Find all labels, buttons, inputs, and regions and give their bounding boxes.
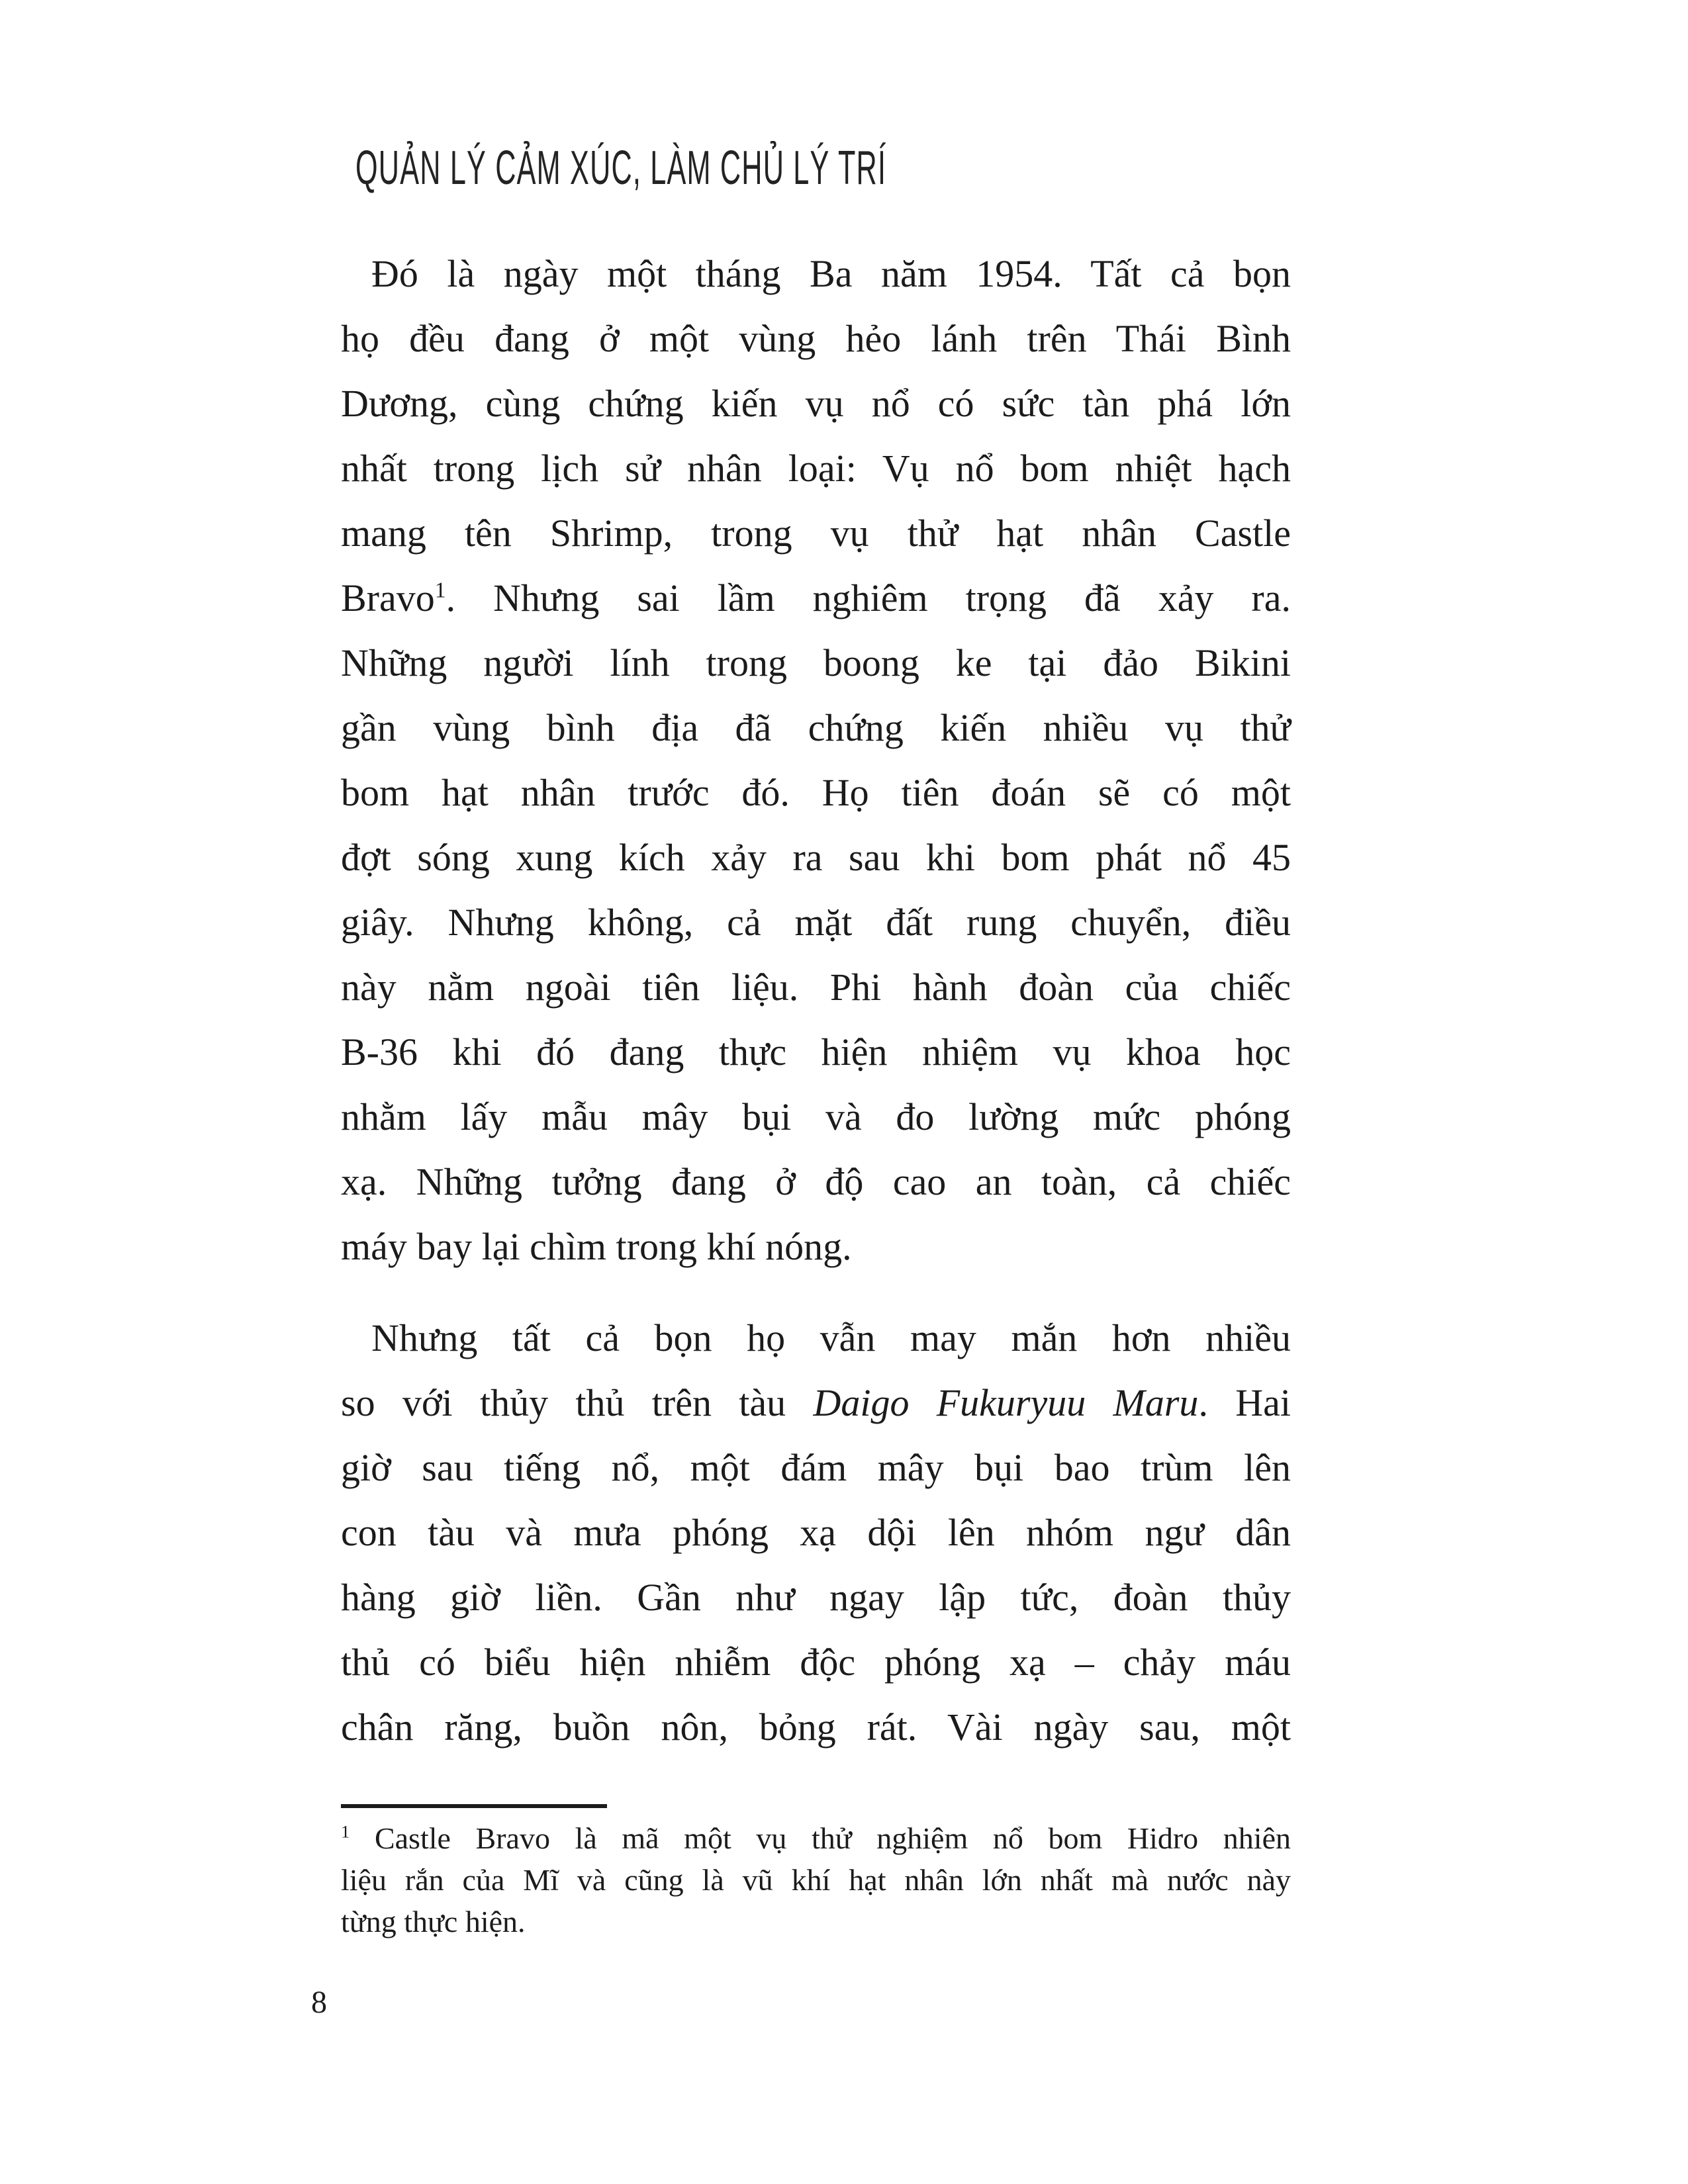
text-run: bom hạt nhân trước đó. Họ tiên đoán sẽ có một [341,771,1291,814]
text-line [341,696,1291,760]
text-line [341,566,1291,631]
paragraph-1 [341,242,1291,1279]
text-run: Nhưng tất cả bọn họ vẫn may mắn hơn nhiều [371,1316,1291,1359]
text-run: Bravo [341,576,435,619]
text-line [341,760,1291,825]
text-run: đợt sóng xung kích xảy ra sau khi bom phát nổ 45 [341,836,1291,879]
text-run: chân răng, buồn nôn, bỏng rát. Vài ngày sau, một [341,1706,1291,1749]
text-line [341,1435,1291,1500]
text-line [341,1371,1291,1435]
text-line [341,1150,1291,1214]
footnote-divider [341,1804,607,1808]
footnote-marker: 1 [434,578,446,603]
footnote [341,1817,1291,1942]
text-run: B-36 khi đó đang thực hiện nhiệm vụ khoa học [341,1030,1291,1073]
text-run: nhằm lấy mẫu mây bụi và đo lường mức phóng [341,1095,1291,1138]
text-run: liệu rắn của Mĩ và cũng là vũ khí hạt nhân lớn nhất mà nước này [341,1863,1291,1897]
text-line [341,1859,1291,1901]
text-run: này nằm ngoài tiên liệu. Phi hành đoàn của chiếc [341,966,1291,1009]
text-line [341,631,1291,696]
text-line [341,1901,1291,1942]
running-header: QUẢN LÝ CẢM XÚC, LÀM CHỦ LÝ TRÍ [355,142,887,195]
text-run: Những người lính trong boong ke tại đảo Bikini [341,641,1291,684]
text-run: . Hai [1198,1381,1291,1424]
text-run: con tàu và mưa phóng xạ dội lên nhóm ngư dân [341,1511,1291,1554]
text-run: giây. Nhưng không, cả mặt đất rung chuyển, điều [341,901,1291,944]
text-run: Đó là ngày một tháng Ba năm 1954. Tất cả bọn [371,252,1291,295]
text-run: Dương, cùng chứng kiến vụ nổ có sức tàn phá lớn [341,382,1291,425]
text-run: hàng giờ liền. Gần như ngay lập tức, đoàn thủy [341,1576,1291,1619]
text-line [341,1500,1291,1565]
text-line [341,371,1291,436]
text-run: gần vùng bình địa đã chứng kiến nhiều vụ thử [341,706,1291,749]
text-line [341,306,1291,371]
text-run: nhất trong lịch sử nhân loại: Vụ nổ bom nhiệt hạch [341,447,1291,490]
text-line [341,501,1291,566]
text-run: thủ có biểu hiện nhiễm độc phóng xạ – chảy máu [341,1641,1291,1684]
text-run: giờ sau tiếng nổ, một đám mây bụi bao trùm lên [341,1446,1291,1489]
text-run: máy bay lại chìm trong khí nóng. [341,1225,852,1268]
text-line [341,890,1291,955]
text-line [341,1630,1291,1695]
text-line [341,825,1291,890]
text-line [341,1695,1291,1760]
footnote-marker: 1 [341,1821,350,1842]
text-line [341,436,1291,501]
text-run: từng thực hiện. [341,1905,526,1938]
text-line [341,1020,1291,1085]
text-run: họ đều đang ở một vùng hẻo lánh trên Thái Bình [341,317,1291,360]
text-line [341,955,1291,1020]
text-run: xạ. Những tưởng đang ở độ cao an toàn, cả chiếc [341,1160,1291,1203]
text-run: mang tên Shrimp, trong vụ thử hạt nhân Castle [341,512,1291,555]
text-run: . Nhưng sai lầm nghiêm trọng đã xảy ra. [445,576,1291,619]
paragraph-2 [341,1306,1291,1760]
body-text [341,242,1291,1760]
text-run: so với thủy thủ trên tàu [341,1381,814,1424]
text-line [341,1817,1291,1859]
page-number: 8 [311,1985,327,2020]
text-line [341,242,1291,306]
ship-name-italic: Daigo Fukuryuu Maru [813,1381,1199,1424]
text-line [341,1214,1291,1279]
text-run: Castle Bravo là mã một vụ thử nghiệm nổ bom Hidro nhiên [350,1821,1291,1855]
text-line [341,1085,1291,1150]
text-line [341,1306,1291,1371]
text-line [341,1565,1291,1630]
